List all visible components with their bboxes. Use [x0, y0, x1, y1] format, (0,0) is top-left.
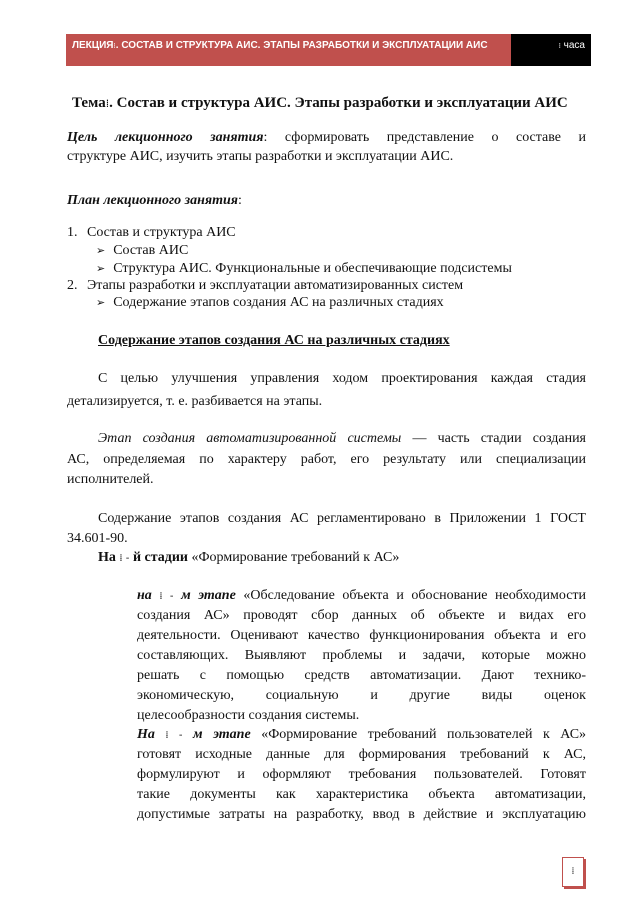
- goal-line-1: Цель лекционного занятия: сформировать представление о составе и: [67, 130, 587, 145]
- step1-line: решать с помощью средств автоматизации. Дают технико-: [137, 668, 586, 683]
- plan-subitem: ➢ Содержание этапов создания АС на различных стадиях: [96, 295, 444, 310]
- stage-1-heading: На ⁞ - й стадии «Формирование требований к АС»: [98, 550, 400, 565]
- header-bar: [66, 34, 591, 66]
- para2-line-2: АС, определяемая по характеру работ, его результату или специализации: [67, 452, 586, 467]
- arrow-bullet-icon: ➢: [96, 244, 106, 257]
- step2-line-1: На ⁞ - м этапе «Формирование требований пользователей к АС»: [137, 727, 587, 742]
- para2-line-1: Этап создания автоматизированной системы — часть стадии создания: [98, 431, 586, 446]
- plan-subitem: ➢ Структура АИС. Функциональные и обеспечивающие подсистемы: [96, 261, 512, 276]
- para1-line-2: детализируется, т. е. разбивается на этапы.: [67, 394, 323, 409]
- plan-item-1: 1. Состав и структура АИС: [67, 225, 236, 240]
- step1-line: экономическую, социальную и другие виды оценок: [137, 688, 586, 703]
- step1-line: деятельности. Оценивают качество функционирования объекта и его: [137, 628, 586, 643]
- term-definition: Этап создания автоматизированной системы: [98, 431, 402, 446]
- para1-line-1: С целью улучшения управления ходом проектирования каждая стадия: [98, 371, 586, 386]
- plan-item-2: 2. Этапы разработки и эксплуатации автоматизированных систем: [67, 278, 464, 293]
- step1-line: целесообразности создания системы.: [137, 708, 360, 723]
- step2-line: такие документы как характеристика объекта автоматизации,: [137, 787, 586, 802]
- page-number: ⁞: [562, 857, 584, 887]
- step1-line: составляющих. Выявляют проблемы и задачи, которые можно: [137, 648, 586, 663]
- step1-line: создания АС» проводят сбор данных об объекте и видах его: [137, 608, 586, 623]
- plan-heading: План лекционного занятия:: [67, 193, 242, 208]
- para2-line-3: исполнителей.: [67, 472, 154, 487]
- step2-line: допустимые затраты на разработку, ввод в действие и эксплуатацию: [137, 807, 586, 822]
- goal-line-2: структуре АИС, изучить этапы разработки и эксплуатации АИС.: [67, 149, 454, 164]
- para3-line-2: 34.601-90.: [67, 531, 128, 546]
- header-title: ЛЕКЦИЯ⁞. СОСТАВ И СТРУКТУРА АИС. ЭТАПЫ РАЗРАБОТКИ И ЭКСПЛУАТАЦИИ АИС: [72, 40, 488, 51]
- section-heading: Содержание этапов создания АС на различных стадиях: [98, 333, 450, 348]
- header-hours: ⁞ часа: [511, 34, 591, 66]
- page-title: Тема⁞. Состав и структура АИС. Этапы разработки и эксплуатации АИС: [72, 95, 568, 111]
- para3-line-1: Содержание этапов создания АС регламентировано в Приложении 1 ГОСТ: [98, 511, 586, 526]
- step2-line: готовят исходные данные для формирования требований к АС,: [137, 747, 586, 762]
- step1-line-1: на ⁞ - м этапе «Обследование объекта и обоснование необходимости: [137, 588, 587, 603]
- hours-number: ⁞: [558, 41, 561, 50]
- arrow-bullet-icon: ➢: [96, 296, 106, 309]
- step2-line: формулируют и оформляют требования пользователей. Готовят: [137, 767, 586, 782]
- goal-label: Цель лекционного занятия: [67, 130, 264, 145]
- arrow-bullet-icon: ➢: [96, 262, 106, 275]
- header-lecture-number: ⁞: [113, 41, 116, 50]
- plan-subitem: ➢ Состав АИС: [96, 243, 189, 258]
